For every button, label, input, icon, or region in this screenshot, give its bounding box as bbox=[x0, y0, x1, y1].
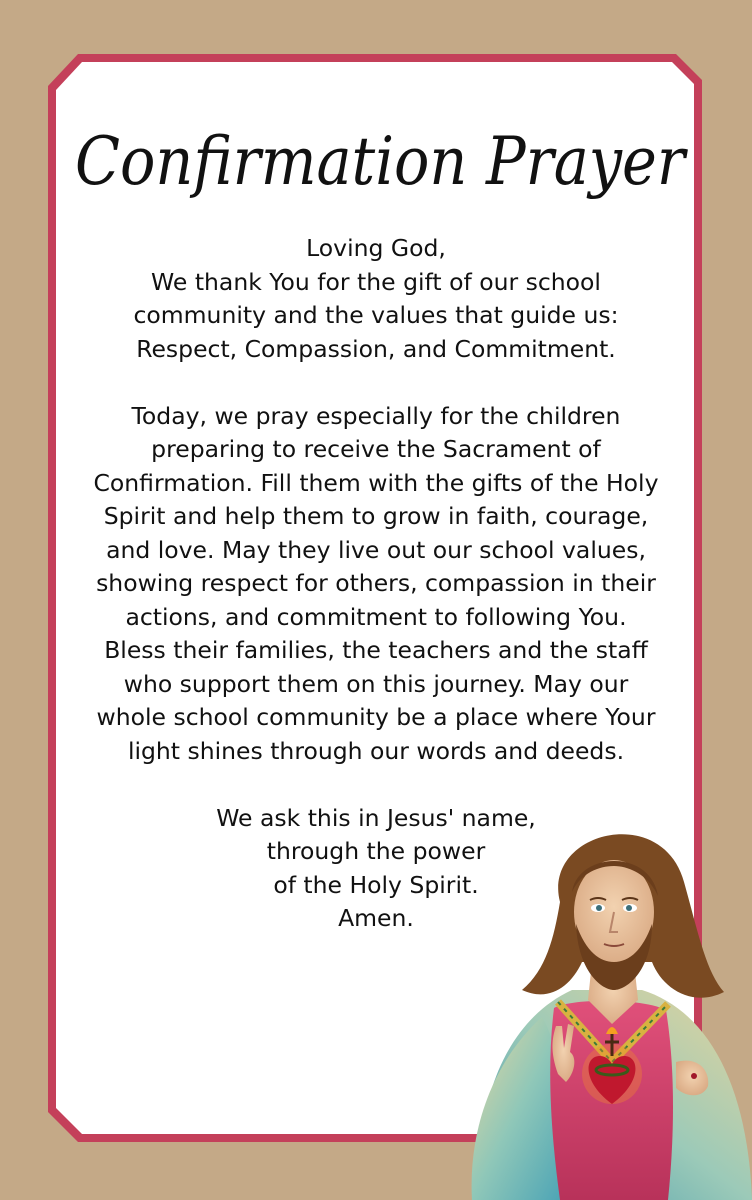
prayer-line: showing respect for others, compassion in their bbox=[96, 569, 656, 597]
prayer-line: and love. May they live out our school values, bbox=[106, 535, 646, 564]
prayer-line: Today, we pray especially for the children bbox=[131, 401, 621, 430]
page-title bbox=[60, 96, 700, 216]
prayer-line: Bless their families, the teachers and the staff bbox=[104, 636, 648, 664]
prayer-line: of the Holy Spirit. bbox=[273, 870, 479, 899]
prayer-line: Amen. bbox=[338, 904, 414, 932]
sacred-heart-of-jesus-icon bbox=[462, 812, 752, 1200]
prayer-line: who support them on this journey. May our bbox=[123, 669, 629, 698]
prayer-line: whole school community be a place where Your bbox=[96, 703, 656, 731]
prayer-line: We thank You for the gift of our school bbox=[151, 267, 601, 296]
prayer-line: We ask this in Jesus' name, bbox=[216, 803, 536, 832]
prayer-opening bbox=[66, 232, 686, 366]
prayer-line: Confirmation. Fill them with the gifts of the Holy bbox=[93, 468, 659, 497]
prayer-line: light shines through our words and deeds. bbox=[127, 736, 625, 765]
prayer-line: Spirit and help them to grow in faith, courage, bbox=[103, 502, 649, 530]
prayer-line: actions, and commitment to following You. bbox=[125, 602, 627, 631]
prayer-line: Respect, Compassion, and Commitment. bbox=[136, 334, 616, 363]
prayer-line: preparing to receive the Sacrament of bbox=[151, 435, 601, 463]
title-text: Confirmation Prayer bbox=[75, 123, 689, 200]
prayer-line: Loving God, bbox=[306, 234, 446, 262]
prayer-body bbox=[66, 400, 686, 769]
prayer-line: community and the values that guide us: bbox=[133, 301, 619, 329]
prayer-line: through the power bbox=[266, 837, 486, 865]
